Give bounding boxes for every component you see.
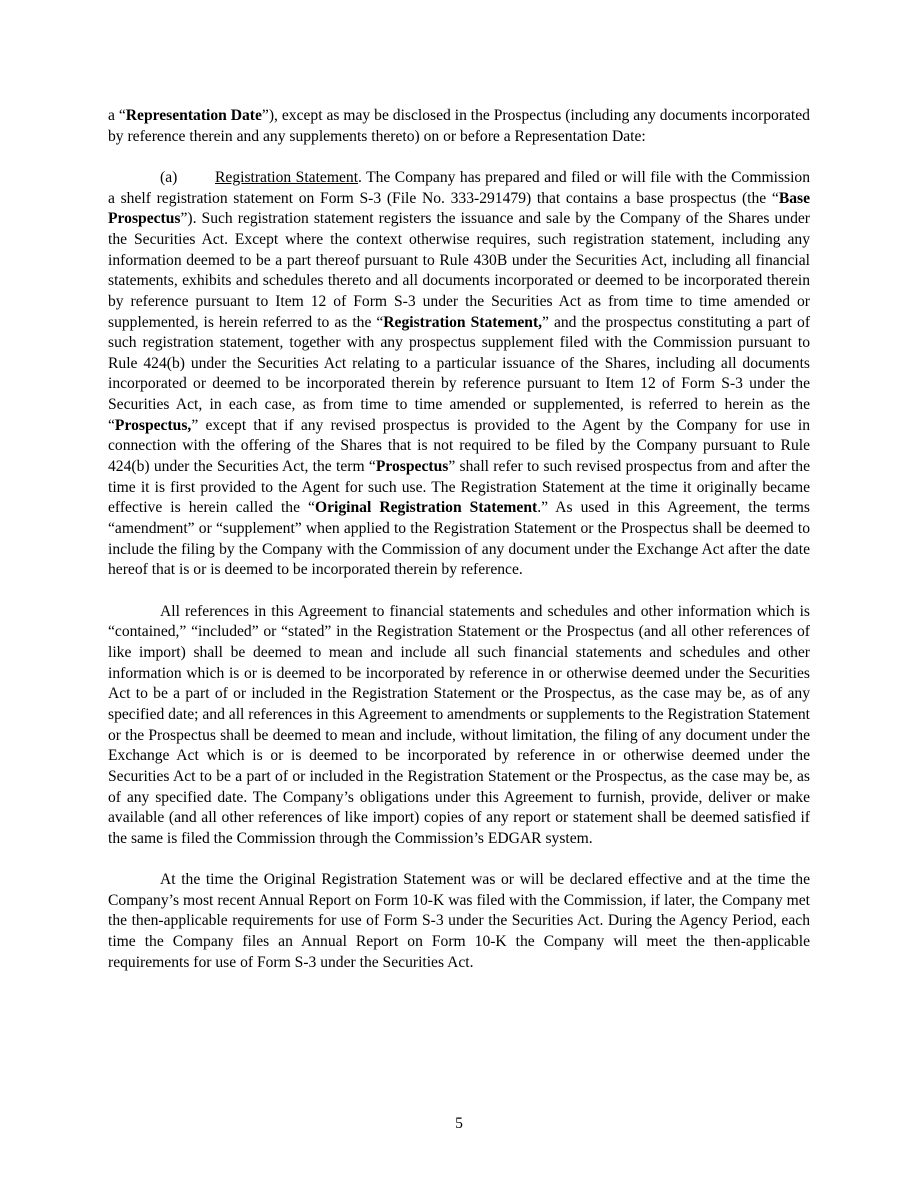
- intro-text-1: a “: [108, 107, 126, 124]
- section-a-heading: Registration Statement: [215, 168, 359, 186]
- document-page: [108, 106, 810, 994]
- defined-term-prospectus-revised: Prospectus: [375, 458, 449, 476]
- defined-term-original-registration-statement: Original Registration Statement: [314, 499, 538, 517]
- section-a-text-3: ” and the prospectus constituting a part of such registration statement, together with any prospectus supplement filed with the Commission pursuant to Rule 424(b) under the Securities Act relating to a particular issuance of the Shares, including all documents incorporated or deemed to be incorporated therein by reference pursuant to Item 12 of Form S-3 under the Securities Act, in each case, as from time to time amended or supplemented, is referred to herein as the “: [108, 313, 811, 434]
- form-s3-paragraph: At the time the Original Registration Statement was or will be declared effective and at the time the Company’s most recent Annual Report on Form 10-K was filed with the Commission, if later, the Company met the then-applicable requirements for use of Form S-3 under the Securities Act. During the Agency Period, each time the Company files an Annual Report on Form 10-K the Company will meet the then-applicable requirements for use of Form S-3 under the Securities Act.: [108, 871, 810, 971]
- section-a-text-4: ” except that if any revised prospectus is provided to the Agent by the Company for use in connection with the offering of the Shares that is not required to be filed by the Company pursuant to Rule 424(b) under the Securities Act, the term “: [108, 416, 810, 476]
- page-number: 5: [455, 1115, 463, 1132]
- intro-text-2: ”), except as may be disclosed in the Prospectus (including any documents incorporated by reference therein and any supplements thereto) on or before a Representation Date:: [108, 107, 810, 145]
- defined-term-representation-date: Representation Date: [125, 107, 262, 124]
- section-a-text-1: . The Company has prepared and filed or will file with the Commission a shelf registration statement on Form S-3 (File No. 333-291479) that contains a base prospectus (the “: [108, 168, 811, 207]
- intro-paragraph: [108, 106, 810, 147]
- defined-term-base-prospectus: Base Prospectus: [108, 189, 810, 228]
- defined-term-prospectus: Prospectus,: [114, 416, 192, 434]
- section-a-paragraph: [108, 168, 810, 581]
- section-a-label: (a): [160, 168, 178, 186]
- section-a-text-2: ”). Such registration statement registers the issuance and sale by the Company of the Shares under the Securities Act. Except where the context otherwise requires, such registration statement, including any information deemed to be a part thereof pursuant to Rule 430B under the Securities Act, including all financial statements, exhibits and schedules thereto and all documents incorporated or deemed to be incorporated therein by reference pursuant to Item 12 of Form S-3 under the Securities Act as from time to time amended or supplemented, is herein referred to as the “: [108, 210, 810, 331]
- defined-term-registration-statement: Registration Statement,: [383, 313, 543, 331]
- section-a-text-5: ” shall refer to such revised prospectus from and after the time it is first provided to the Agent for such use. The Registration Statement at the time it originally became effective is herein called the “: [108, 458, 810, 517]
- section-a-text-6: .” As used in this Agreement, the terms “amendment” or “supplement” when applied to the Registration Statement or the Prospectus shall be deemed to include the filing by the Company with the Commission of any document under the Exchange Act after the date hereof that is or is deemed to be incorporated therein by reference.: [108, 499, 810, 579]
- references-paragraph: All references in this Agreement to financial statements and schedules and other information which is “contained,” “included” or “stated” in the Registration Statement or the Prospectus (and all other references of like import) shall be deemed to mean and include all such financial statements and schedules and other information which is or is deemed to be incorporated by reference in or otherwise deemed under the Securities Act to be a part of or included in the Registration Statement or the Prospectus, as the case may be, as of any specified date; and all references in this Agreement to amendments or supplements to the Registration Statement or the Prospectus shall be deemed to mean and include, without limitation, the filing of any document under the Exchange Act which is or is deemed to be incorporated by reference in or otherwise deemed under the Securities Act to be a part of or included in the Registration Statement or the Prospectus, as the case may be, as of any specified date. The Company’s obligations under this Agreement to furnish, provide, deliver or make available (and all other references of like import) copies of any report or statement shall be deemed satisfied if the same is filed the Commission through the Commission’s EDGAR system.: [108, 602, 810, 847]
